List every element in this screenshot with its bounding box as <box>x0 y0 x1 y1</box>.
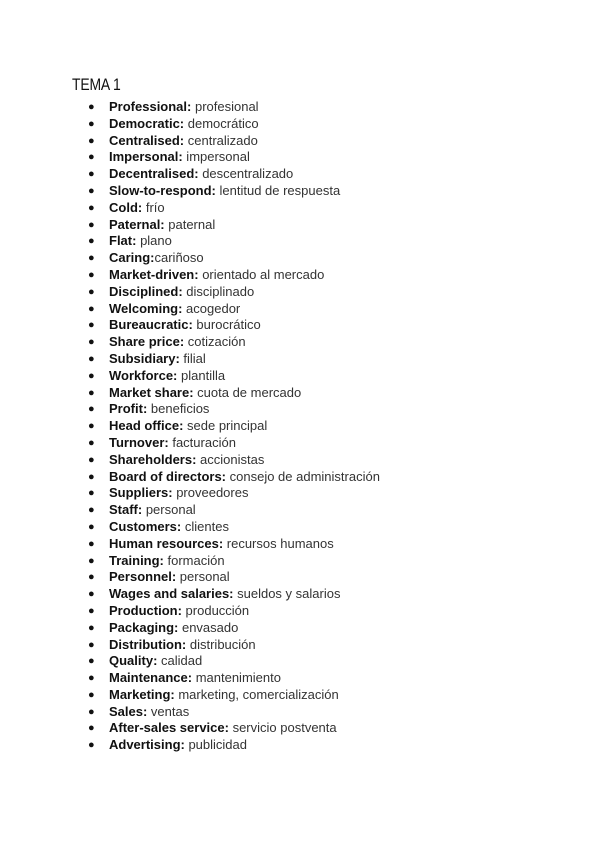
bullet-icon: ● <box>88 235 95 248</box>
english-term: Board of directors: <box>109 468 227 484</box>
term-text <box>109 149 250 166</box>
list-item <box>0 720 600 737</box>
term-text <box>109 418 267 435</box>
list-item <box>0 519 600 536</box>
list-item <box>0 469 600 486</box>
term-text <box>109 334 246 351</box>
term-text <box>109 368 225 385</box>
list-item <box>0 586 600 603</box>
english-term: Market-driven: <box>109 266 199 282</box>
bullet-icon: ● <box>88 302 95 315</box>
term-text <box>109 553 225 570</box>
english-term: After-sales service: <box>109 720 229 736</box>
term-text <box>109 704 189 721</box>
english-term: Packaging: <box>109 619 179 635</box>
spanish-translation: paternal <box>164 216 216 232</box>
list-item <box>0 99 600 116</box>
bullet-icon: ● <box>88 554 95 567</box>
bullet-icon: ● <box>88 672 95 685</box>
term-text <box>109 720 337 737</box>
list-item <box>0 116 600 133</box>
spanish-translation: clientes <box>181 518 229 534</box>
english-term: Cold: <box>109 199 143 215</box>
spanish-translation: recursos humanos <box>223 535 334 551</box>
bullet-icon: ● <box>88 655 95 668</box>
term-text <box>109 233 172 250</box>
bullet-icon: ● <box>88 252 95 265</box>
list-item <box>0 704 600 721</box>
spanish-translation: cariñoso <box>154 250 204 266</box>
list-item <box>0 737 600 754</box>
list-item <box>0 418 600 435</box>
spanish-translation: frío <box>142 199 165 215</box>
bullet-icon: ● <box>88 537 95 550</box>
term-text <box>109 687 339 704</box>
term-text <box>109 452 264 469</box>
english-term: Market share: <box>109 384 194 400</box>
term-text <box>109 116 259 133</box>
list-item <box>0 284 600 301</box>
english-term: Staff: <box>109 502 143 518</box>
list-item <box>0 401 600 418</box>
term-text <box>109 250 204 267</box>
term-text <box>109 435 236 452</box>
bullet-icon: ● <box>88 520 95 533</box>
english-term: Flat: <box>109 233 137 249</box>
bullet-icon: ● <box>88 638 95 651</box>
list-item <box>0 217 600 234</box>
english-term: Wages and salaries: <box>109 586 234 602</box>
bullet-icon: ● <box>88 403 95 416</box>
list-item <box>0 166 600 183</box>
english-term: Training: <box>109 552 164 568</box>
term-text <box>109 519 229 536</box>
spanish-translation: cuota de mercado <box>193 384 302 400</box>
list-item <box>0 183 600 200</box>
english-term: Decentralised: <box>109 166 199 182</box>
bullet-icon: ● <box>88 268 95 281</box>
bullet-icon: ● <box>88 319 95 332</box>
english-term: Welcoming: <box>109 300 183 316</box>
english-term: Head office: <box>109 418 184 434</box>
spanish-translation: filial <box>179 350 206 366</box>
list-item <box>0 452 600 469</box>
spanish-translation: envasado <box>178 619 239 635</box>
list-item <box>0 385 600 402</box>
bullet-icon: ● <box>88 436 95 449</box>
bullet-icon: ● <box>88 470 95 483</box>
spanish-translation: formación <box>163 552 225 568</box>
spanish-translation: personal <box>142 502 196 518</box>
list-item <box>0 200 600 217</box>
english-term: Profit: <box>109 401 148 417</box>
list-item <box>0 569 600 586</box>
spanish-translation: marketing, comercialización <box>174 686 339 702</box>
spanish-translation: orientado al mercado <box>198 266 325 282</box>
spanish-translation: descentralizado <box>198 166 294 182</box>
list-item <box>0 637 600 654</box>
english-term: Human resources: <box>109 535 224 551</box>
bullet-icon: ● <box>88 588 95 601</box>
page-title: TEMA 1 <box>72 75 121 94</box>
bullet-icon: ● <box>88 504 95 517</box>
term-text <box>109 317 261 334</box>
bullet-icon: ● <box>88 117 95 130</box>
bullet-icon: ● <box>88 420 95 433</box>
term-text <box>109 569 230 586</box>
spanish-translation: profesional <box>191 99 259 114</box>
term-text <box>109 301 240 318</box>
spanish-translation: burocrático <box>192 317 261 333</box>
list-item <box>0 620 600 637</box>
term-text <box>109 737 247 754</box>
term-text <box>109 99 259 116</box>
spanish-translation: beneficios <box>147 401 210 417</box>
spanish-translation: lentitud de respuesta <box>215 182 341 198</box>
bullet-icon: ● <box>88 218 95 231</box>
bullet-icon: ● <box>88 487 95 500</box>
bullet-icon: ● <box>88 168 95 181</box>
term-text <box>109 620 238 637</box>
bullet-icon: ● <box>88 369 95 382</box>
spanish-translation: servicio postventa <box>228 720 337 736</box>
english-term: Workforce: <box>109 367 178 383</box>
list-item <box>0 133 600 150</box>
english-term: Democratic: <box>109 115 185 131</box>
bullet-icon: ● <box>88 739 95 752</box>
list-item <box>0 687 600 704</box>
term-text <box>109 536 334 553</box>
list-item <box>0 368 600 385</box>
term-text <box>109 603 249 620</box>
english-term: Maintenance: <box>109 670 193 686</box>
english-term: Personnel: <box>109 569 177 585</box>
spanish-translation: acogedor <box>182 300 241 316</box>
term-text <box>109 637 256 654</box>
bullet-icon: ● <box>88 201 95 214</box>
english-term: Turnover: <box>109 434 169 450</box>
english-term: Distribution: <box>109 636 187 652</box>
english-term: Centralised: <box>109 132 185 148</box>
bullet-icon: ● <box>88 101 95 113</box>
bullet-icon: ● <box>88 184 95 197</box>
bullet-icon: ● <box>88 571 95 584</box>
bullet-icon: ● <box>88 285 95 298</box>
bullet-icon: ● <box>88 151 95 164</box>
english-term: Quality: <box>109 653 158 669</box>
english-term: Paternal: <box>109 216 165 232</box>
spanish-translation: facturación <box>168 434 236 450</box>
spanish-translation: centralizado <box>184 132 258 148</box>
bullet-icon: ● <box>88 688 95 701</box>
spanish-translation: disciplinado <box>182 283 255 299</box>
english-term: Marketing: <box>109 686 175 702</box>
spanish-translation: sueldos y salarios <box>233 586 341 602</box>
english-term: Slow-to-respond: <box>109 182 216 198</box>
spanish-translation: cotización <box>184 334 246 350</box>
spanish-translation: democrático <box>184 115 259 131</box>
term-text <box>109 284 254 301</box>
spanish-translation: plantilla <box>177 367 226 383</box>
term-text <box>109 653 202 670</box>
english-term: Sales: <box>109 703 148 719</box>
list-item <box>0 435 600 452</box>
english-term: Shareholders: <box>109 451 197 467</box>
bullet-icon: ● <box>88 604 95 617</box>
list-item <box>0 485 600 502</box>
term-text <box>109 385 301 402</box>
term-text <box>109 586 340 603</box>
bullet-icon: ● <box>88 386 95 399</box>
english-term: Bureaucratic: <box>109 317 193 333</box>
term-text <box>109 401 209 418</box>
list-item <box>0 670 600 687</box>
list-item <box>0 301 600 318</box>
spanish-translation: ventas <box>147 703 190 719</box>
bullet-icon: ● <box>88 336 95 349</box>
list-item <box>0 653 600 670</box>
term-text <box>109 485 248 502</box>
term-text <box>109 502 196 519</box>
list-item <box>0 267 600 284</box>
spanish-translation: proveedores <box>172 485 249 501</box>
list-item <box>0 250 600 267</box>
english-term: Disciplined: <box>109 283 183 299</box>
list-item <box>0 233 600 250</box>
english-term: Suppliers: <box>109 485 173 501</box>
spanish-translation: personal <box>176 569 230 585</box>
bullet-icon: ● <box>88 722 95 735</box>
spanish-translation: plano <box>136 233 172 249</box>
spanish-translation: publicidad <box>184 737 247 753</box>
english-term: Caring: <box>109 250 155 266</box>
term-text <box>109 670 281 687</box>
bullet-icon: ● <box>88 453 95 466</box>
spanish-translation: distribución <box>186 636 256 652</box>
english-term: Customers: <box>109 518 182 534</box>
term-text <box>109 200 165 217</box>
spanish-translation: producción <box>181 602 250 618</box>
vocabulary-list <box>0 99 600 754</box>
list-item <box>0 536 600 553</box>
english-term: Advertising: <box>109 737 185 753</box>
english-term: Production: <box>109 602 182 618</box>
term-text <box>109 217 215 234</box>
term-text <box>109 267 324 284</box>
spanish-translation: impersonal <box>182 149 250 165</box>
list-item <box>0 149 600 166</box>
bullet-icon: ● <box>88 621 95 634</box>
bullet-icon: ● <box>88 134 95 147</box>
bullet-icon: ● <box>88 352 95 365</box>
bullet-icon: ● <box>88 705 95 718</box>
english-term: Share price: <box>109 334 185 350</box>
spanish-translation: consejo de administración <box>226 468 380 484</box>
term-text <box>109 133 258 150</box>
term-text <box>109 166 293 183</box>
term-text <box>109 183 340 200</box>
term-text <box>109 351 206 368</box>
list-item <box>0 603 600 620</box>
spanish-translation: accionistas <box>196 451 265 467</box>
term-text <box>109 469 380 486</box>
list-item <box>0 351 600 368</box>
list-item <box>0 334 600 351</box>
list-item <box>0 502 600 519</box>
list-item <box>0 317 600 334</box>
spanish-translation: sede principal <box>183 418 268 434</box>
spanish-translation: calidad <box>157 653 203 669</box>
english-term: Professional: <box>109 99 192 114</box>
spanish-translation: mantenimiento <box>192 670 281 686</box>
english-term: Subsidiary: <box>109 350 180 366</box>
english-term: Impersonal: <box>109 149 183 165</box>
list-item <box>0 553 600 570</box>
